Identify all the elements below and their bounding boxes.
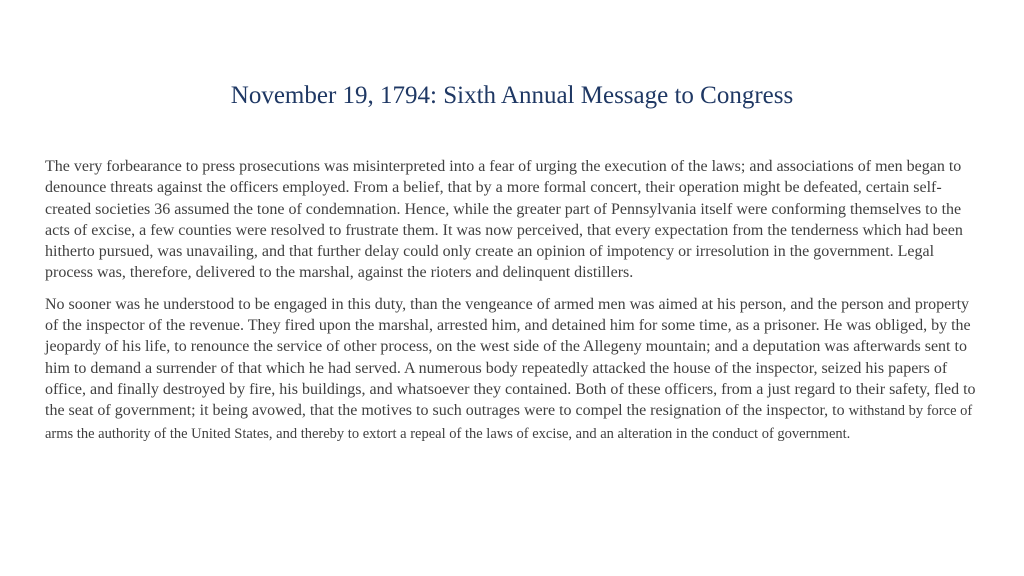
paragraph-2-tail: withstand by force of arms the authority of the United States, and thereby to extort a repeal of the laws of excise, and an alteration in the conduct of government. [45, 403, 973, 442]
paragraph-2-main: No sooner was he understood to be engaged in this duty, than the vengeance of armed men was aimed at his person, and the person and property of the inspector of the revenue. They fired upon the marshal, arrested him, and detained him for some time, as a prisoner. He was obliged, by the jeopardy of his life, to renounce the service of other process, on the west side of the Allegeny mountain; and a deputation was afterwards sent to him to demand a surrender of that which he had served. A numerous body repeatedly attacked the house of the inspector, seized his papers of office, and finally destroyed by fire, his buildings, and whatsoever they contained. Both of these officers, from a just regard to their safety, fled to the seat of government; it being avowed, that the motives to such outrages were to compel the resignation of the inspector, to [45, 295, 976, 420]
slide-title: November 19, 1794: Sixth Annual Message to Congress [230, 82, 794, 109]
paragraph-1: The very forbearance to press prosecutions was misinterpreted into a fear of urging the execution of the laws; and associations of men began to denounce threats against the officers employed. From a belief, that by a more formal concert, their operation might be defeated, certain self-created societies 36 assumed the tone of condemnation. Hence, while the greater part of Pennsylvania itself were conforming themselves to the acts of excise, a few counties were resolved to frustrate them. It was now perceived, that every expectation from the tenderness which had been hitherto pursued, was unavailing, and that further delay could only create an opinion of impotency or irresolution in the government. Legal process was, therefore, delivered to the marshal, against the rioters and delinquent distillers. [45, 158, 963, 282]
slide-body [45, 156, 980, 455]
paragraph-2 [45, 294, 980, 445]
